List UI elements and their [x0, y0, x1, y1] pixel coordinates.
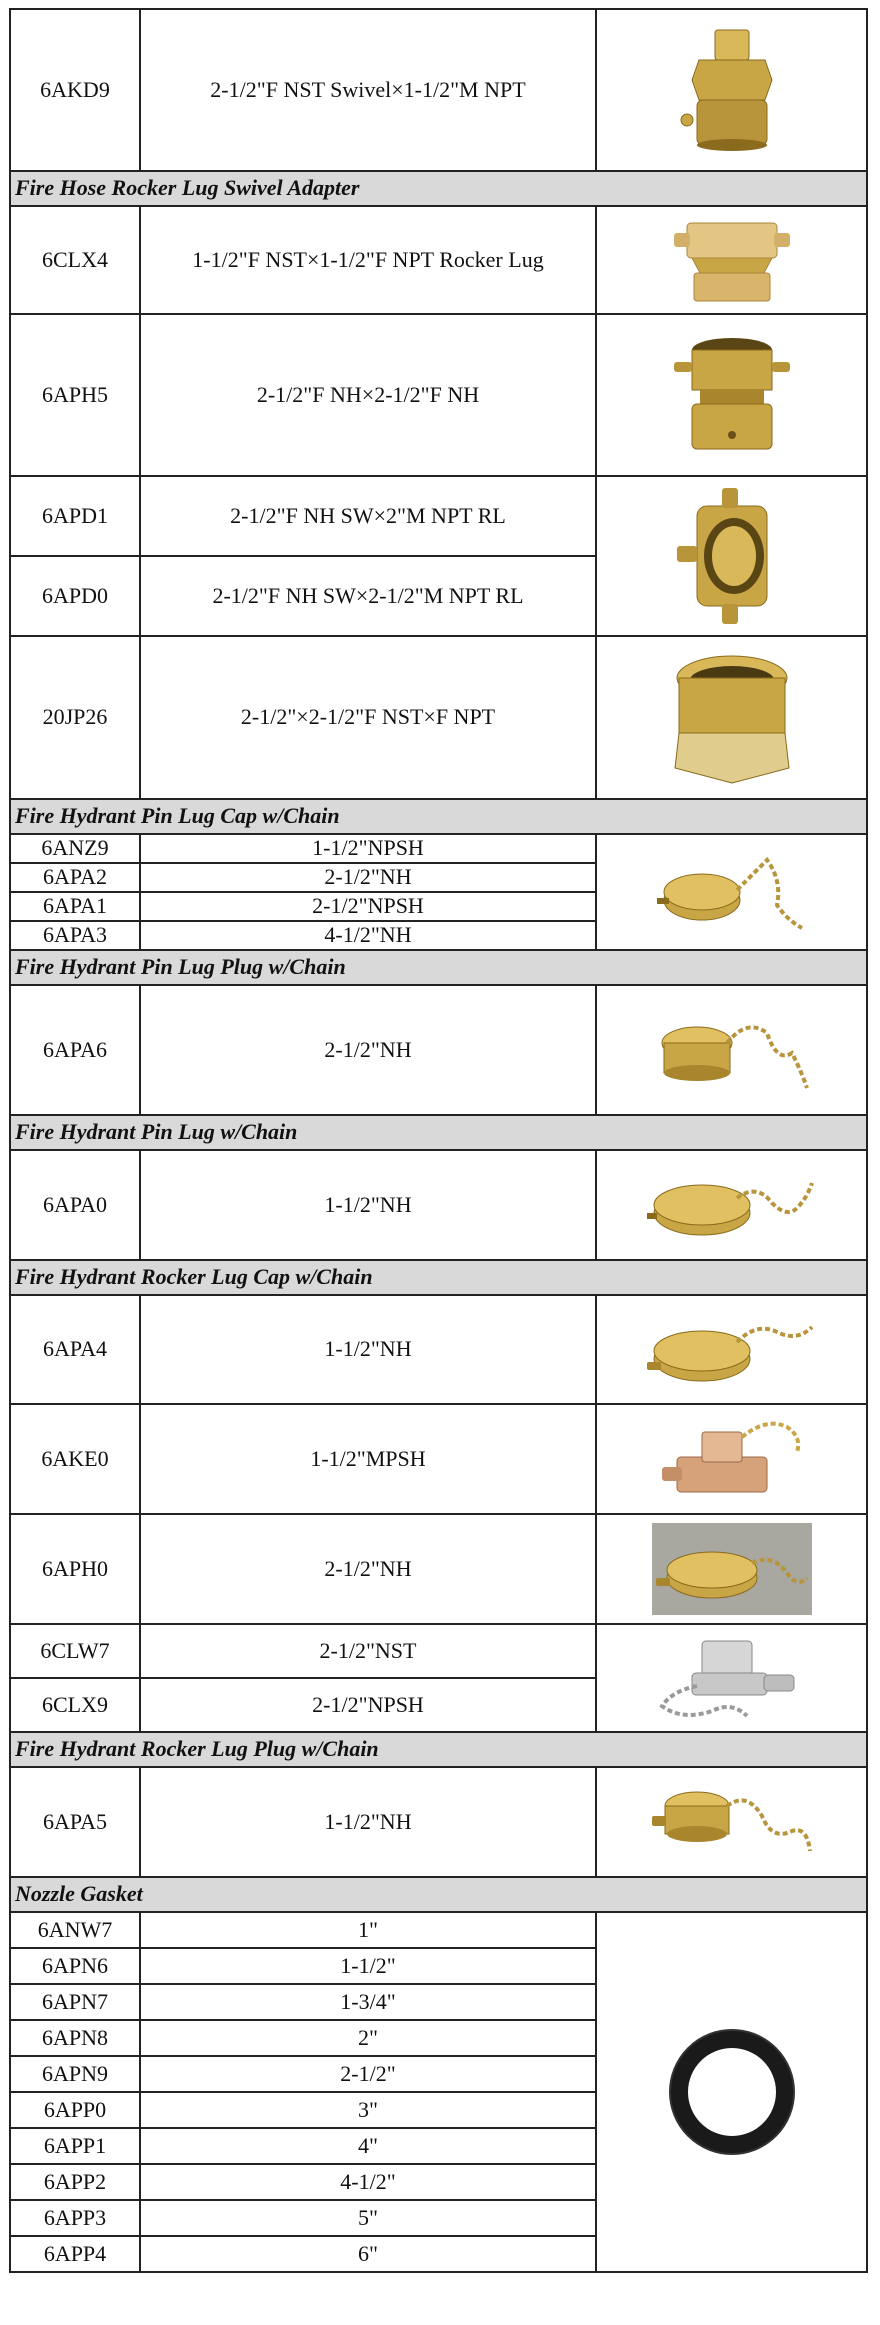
copper-cap-photo — [657, 1412, 807, 1507]
item-description: 3" — [140, 2092, 596, 2128]
item-code: 6APN7 — [10, 1984, 140, 2020]
item-description: 2-1/2"NH — [140, 863, 596, 892]
item-description: 2-1/2"×2-1/2"F NST×F NPT — [140, 636, 596, 799]
item-description: 2-1/2"F NST Swivel×1-1/2"M NPT — [140, 9, 596, 171]
section-title: Fire Hydrant Rocker Lug Cap w/Chain — [10, 1260, 867, 1295]
section-title: Fire Hydrant Pin Lug w/Chain — [10, 1115, 867, 1150]
table-row — [10, 9, 867, 171]
table-row — [10, 1624, 867, 1678]
item-description: 6" — [140, 2236, 596, 2272]
item-description: 1-1/2"NH — [140, 1767, 596, 1877]
item-description: 4" — [140, 2128, 596, 2164]
section-title: Fire Hydrant Pin Lug Plug w/Chain — [10, 950, 867, 985]
section-header — [10, 1732, 867, 1767]
product-photo — [596, 834, 867, 950]
rocker-lug-adapter-photo — [672, 213, 792, 308]
item-description: 2-1/2"F NH SW×2-1/2"M NPT RL — [140, 556, 596, 636]
swivel-adapter-photo — [672, 486, 792, 626]
item-description: 2-1/2"F NH×2-1/2"F NH — [140, 314, 596, 476]
product-photo — [596, 1150, 867, 1260]
item-code: 20JP26 — [10, 636, 140, 799]
item-description: 1-1/2"F NST×1-1/2"F NPT Rocker Lug — [140, 206, 596, 314]
item-description: 1-1/2" — [140, 1948, 596, 1984]
item-description: 4-1/2"NH — [140, 921, 596, 950]
item-code: 6AKE0 — [10, 1404, 140, 1514]
item-code: 6ANW7 — [10, 1912, 140, 1948]
section-title: Fire Hose Rocker Lug Swivel Adapter — [10, 171, 867, 206]
table-row — [10, 1150, 867, 1260]
section-header — [10, 799, 867, 834]
table-row — [10, 985, 867, 1115]
product-photo — [596, 9, 867, 171]
product-photo — [596, 314, 867, 476]
item-description: 1" — [140, 1912, 596, 1948]
rocker-lug-plug-photo — [652, 1776, 812, 1868]
item-description: 2-1/2"NST — [140, 1624, 596, 1678]
section-header — [10, 171, 867, 206]
item-description: 1-1/2"MPSH — [140, 1404, 596, 1514]
product-photo — [596, 476, 867, 636]
item-code: 6APA3 — [10, 921, 140, 950]
item-description: 1-1/2"NH — [140, 1295, 596, 1404]
product-photo — [596, 1767, 867, 1877]
table-row — [10, 1514, 867, 1624]
table-row — [10, 1404, 867, 1514]
item-code: 6APD0 — [10, 556, 140, 636]
item-code: 6APN9 — [10, 2056, 140, 2092]
item-description: 2-1/2" — [140, 2056, 596, 2092]
item-code: 6APP2 — [10, 2164, 140, 2200]
section-title: Nozzle Gasket — [10, 1877, 867, 1912]
product-photo — [596, 1514, 867, 1624]
section-title: Fire Hydrant Pin Lug Cap w/Chain — [10, 799, 867, 834]
item-code: 6CLW7 — [10, 1624, 140, 1678]
product-photo — [596, 636, 867, 799]
aluminum-cap-photo — [652, 1631, 812, 1726]
pin-lug-cap-photo — [657, 850, 807, 935]
item-code: 6APP0 — [10, 2092, 140, 2128]
item-code: 6APD1 — [10, 476, 140, 556]
product-photo — [596, 985, 867, 1115]
item-description: 4-1/2" — [140, 2164, 596, 2200]
item-code: 6APA0 — [10, 1150, 140, 1260]
pin-lug-cap-chain-photo — [647, 1163, 817, 1248]
item-code: 6APN6 — [10, 1948, 140, 1984]
item-description: 5" — [140, 2200, 596, 2236]
item-code: 6APA6 — [10, 985, 140, 1115]
section-header — [10, 1877, 867, 1912]
table-row — [10, 476, 867, 556]
item-description: 2-1/2"F NH SW×2"M NPT RL — [140, 476, 596, 556]
item-code: 6APP4 — [10, 2236, 140, 2272]
section-title: Fire Hydrant Rocker Lug Plug w/Chain — [10, 1732, 867, 1767]
product-photo — [596, 1295, 867, 1404]
rocker-lug-cap-photo — [647, 1307, 817, 1392]
pin-lug-plug-photo — [652, 1003, 812, 1098]
item-description: 2-1/2"NH — [140, 985, 596, 1115]
item-description: 1-3/4" — [140, 1984, 596, 2020]
product-table — [9, 8, 868, 2273]
item-code: 6APA2 — [10, 863, 140, 892]
item-code: 6APH0 — [10, 1514, 140, 1624]
item-description: 2-1/2"NPSH — [140, 1678, 596, 1732]
product-photo — [596, 1404, 867, 1514]
item-code: 6APP3 — [10, 2200, 140, 2236]
product-photo — [596, 1624, 867, 1732]
table-row — [10, 1295, 867, 1404]
adapter-photo — [677, 25, 787, 155]
item-code: 6APH5 — [10, 314, 140, 476]
gasket-photo — [662, 2022, 802, 2162]
product-photo — [596, 1912, 867, 2272]
hex-adapter-photo — [667, 648, 797, 788]
item-code: 6CLX9 — [10, 1678, 140, 1732]
product-table-sheet — [9, 8, 866, 2273]
item-description: 1-1/2"NH — [140, 1150, 596, 1260]
table-row — [10, 206, 867, 314]
table-row — [10, 834, 867, 863]
table-row — [10, 1767, 867, 1877]
item-code: 6APA4 — [10, 1295, 140, 1404]
item-code: 6APP1 — [10, 2128, 140, 2164]
item-code: 6AKD9 — [10, 9, 140, 171]
section-header — [10, 1115, 867, 1150]
table-row — [10, 636, 867, 799]
item-code: 6APA5 — [10, 1767, 140, 1877]
item-description: 2-1/2"NPSH — [140, 892, 596, 921]
product-photo — [596, 206, 867, 314]
item-code: 6APA1 — [10, 892, 140, 921]
item-code: 6ANZ9 — [10, 834, 140, 863]
item-code: 6APN8 — [10, 2020, 140, 2056]
section-header — [10, 1260, 867, 1295]
item-description: 1-1/2"NPSH — [140, 834, 596, 863]
item-description: 2-1/2"NH — [140, 1514, 596, 1624]
item-code: 6CLX4 — [10, 206, 140, 314]
table-row — [10, 314, 867, 476]
cap-on-gray-background-photo — [652, 1523, 812, 1615]
section-header — [10, 950, 867, 985]
table-row — [10, 1912, 867, 1948]
double-female-adapter-photo — [672, 330, 792, 460]
item-description: 2" — [140, 2020, 596, 2056]
